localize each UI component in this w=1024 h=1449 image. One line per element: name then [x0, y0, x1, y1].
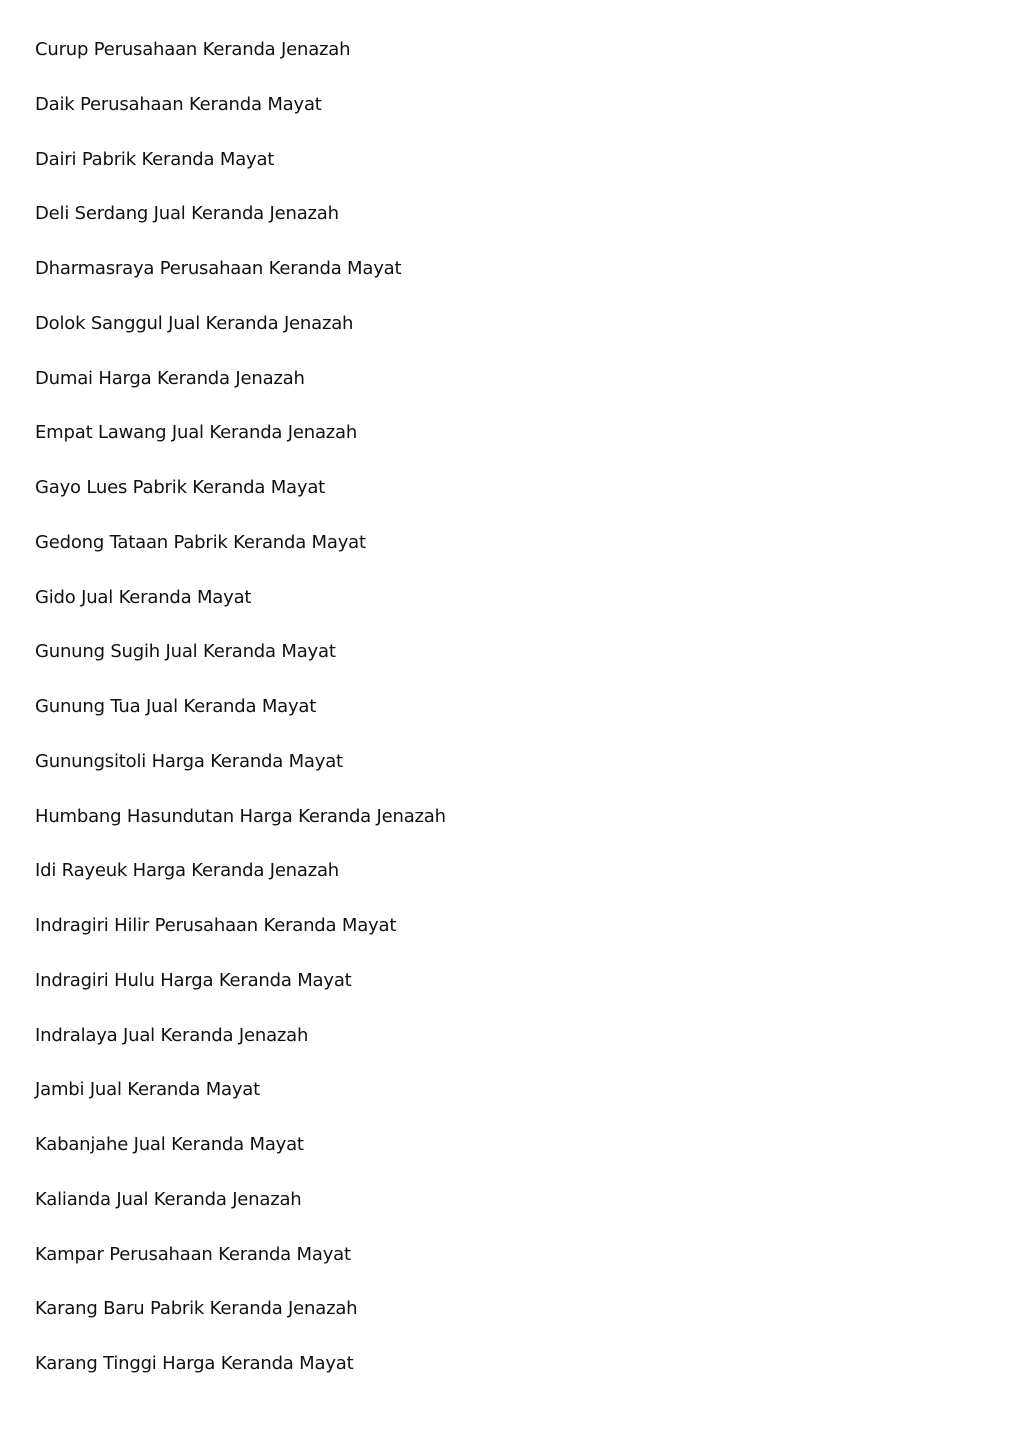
document-line: Gedong Tataan Pabrik Keranda Mayat	[35, 531, 366, 553]
document-line: Indragiri Hulu Harga Keranda Mayat	[35, 969, 352, 991]
document-line: Kalianda Jual Keranda Jenazah	[35, 1188, 302, 1210]
document-line: Gido Jual Keranda Mayat	[35, 586, 252, 608]
document-line: Gunungsitoli Harga Keranda Mayat	[35, 750, 343, 772]
document-line: Karang Tinggi Harga Keranda Mayat	[35, 1353, 354, 1374]
document-line: Kabanjahe Jual Keranda Mayat	[35, 1134, 304, 1155]
document-line: Kampar Perusahaan Keranda Mayat	[35, 1243, 351, 1265]
document-line: Dumai Harga Keranda Jenazah	[35, 367, 305, 389]
document-line: Karang Baru Pabrik Keranda Jenazah	[35, 1298, 358, 1320]
document-line: Indragiri Hilir Perusahaan Keranda Mayat	[35, 915, 397, 936]
document-text-list	[35, 36, 446, 1405]
document-line: Gunung Sugih Jual Keranda Mayat	[35, 641, 336, 663]
document-line: Daik Perusahaan Keranda Mayat	[35, 93, 322, 115]
document-line: Humbang Hasundutan Harga Keranda Jenazah	[35, 805, 446, 827]
document-line: Gunung Tua Jual Keranda Mayat	[35, 696, 317, 717]
document-line: Deli Serdang Jual Keranda Jenazah	[35, 203, 339, 225]
document-line: Dharmasraya Perusahaan Keranda Mayat	[35, 258, 402, 279]
document-line: Empat Lawang Jual Keranda Jenazah	[35, 422, 358, 444]
document-line: Dolok Sanggul Jual Keranda Jenazah	[35, 312, 354, 334]
document-line: Gayo Lues Pabrik Keranda Mayat	[35, 477, 326, 498]
document-line: Indralaya Jual Keranda Jenazah	[35, 1024, 309, 1046]
document-line: Jambi Jual Keranda Mayat	[35, 1079, 260, 1101]
document-line: Idi Rayeuk Harga Keranda Jenazah	[35, 860, 340, 882]
document-line: Dairi Pabrik Keranda Mayat	[35, 148, 275, 170]
document-line: Curup Perusahaan Keranda Jenazah	[35, 39, 351, 60]
